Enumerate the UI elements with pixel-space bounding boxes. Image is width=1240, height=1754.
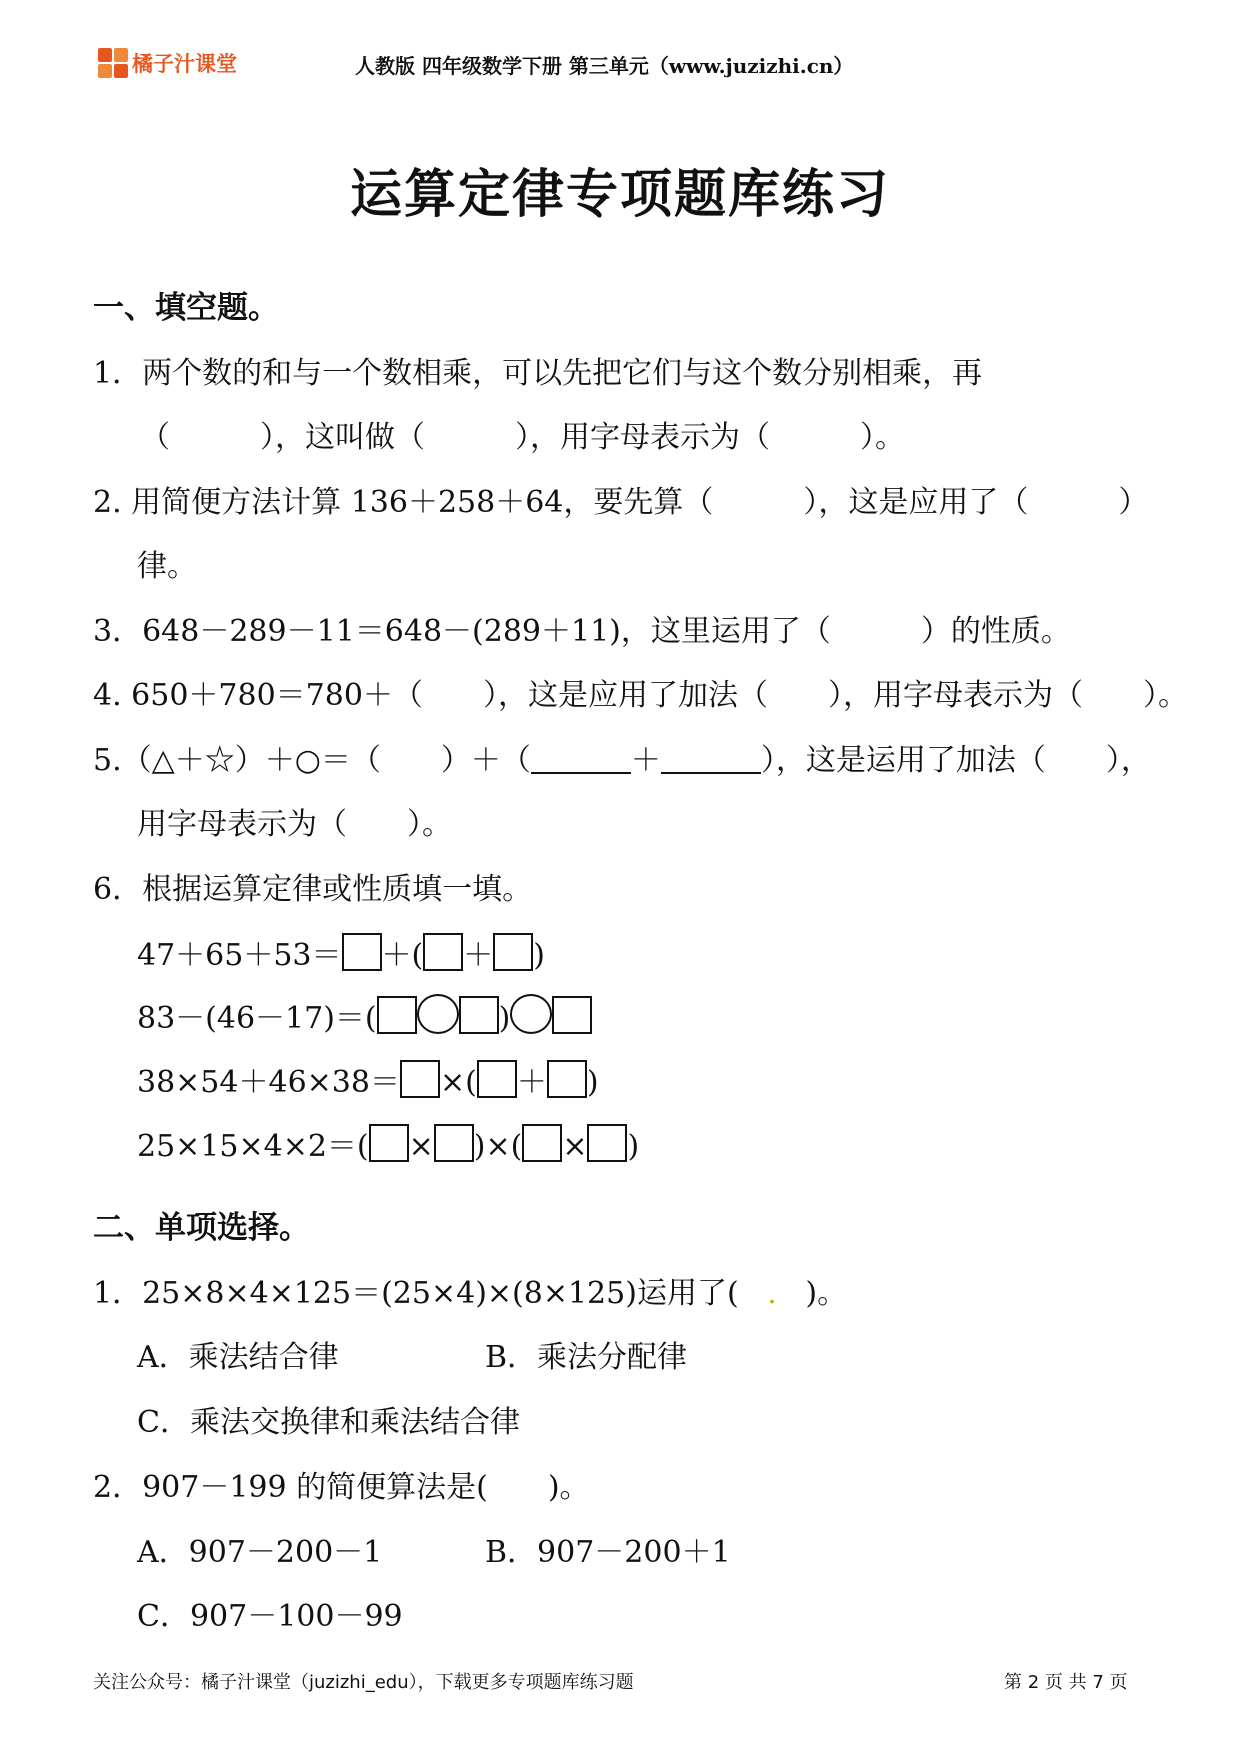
expr3-end: ) [586,1065,599,1100]
operator-circle[interactable] [417,994,459,1034]
answer-box[interactable] [477,1060,517,1098]
mc-q1-stem [93,1268,847,1312]
q5-line1 [93,735,1151,779]
expr3-lhs: 38×54＋46×38＝ [137,1065,400,1100]
expr1-end: ) [533,938,545,973]
expr4-op1: × [408,1129,434,1164]
q2-line2: 律。 [137,549,197,584]
q5-line2: 用字母表示为（ ）。 [137,807,452,842]
mc-q2-option-a[interactable]: A．907－200－1 [137,1535,383,1570]
answer-box[interactable] [459,996,499,1034]
answer-box[interactable] [547,1060,587,1098]
answer-box[interactable] [423,933,463,971]
q6-expression-3 [137,1057,599,1101]
expr4-mid: )×( [473,1129,523,1164]
brand-logo [98,48,237,78]
q1-line2: （ ），这叫做（ ），用字母表示为（ ）。 [140,420,905,455]
q5-part1: 5.（△＋☆）＋○＝（ ）＋（ [93,743,531,778]
mc-q1-option-b[interactable]: B．乘法分配律 [485,1340,688,1375]
mc-q1-option-c[interactable]: C．乘法交换律和乘法结合律 [137,1405,520,1440]
answer-box[interactable] [493,933,533,971]
section-heading-choice: 二、单项选择。 [93,1210,310,1246]
answer-box[interactable] [522,1124,562,1162]
q6-expression-1 [137,930,545,974]
q6-expression-4 [137,1121,639,1165]
section-heading-fill-in: 一、填空题。 [93,290,279,326]
answer-box[interactable] [552,996,592,1034]
q1-line1: 1．两个数的和与一个数相乘，可以先把它们与这个数分别相乘，再 [93,356,983,391]
brand-grid-icon [98,48,128,78]
mc-q2-option-c[interactable]: C．907－100－99 [137,1599,403,1634]
expr3-op2: ＋ [516,1065,547,1100]
answer-box[interactable] [342,933,382,971]
expr2-end: ) [498,1001,511,1036]
footer-promo: 关注公众号：橘子汁课堂（juzizhi_edu），下载更多专项题库练习题 [93,1672,634,1693]
q6-expression-2 [137,993,592,1037]
mc-q2-option-b[interactable]: B．907－200＋1 [485,1535,731,1570]
answer-box[interactable] [587,1124,627,1162]
page-number: 第 2 页 共 7 页 [1004,1672,1128,1693]
document-title: 运算定律专项题库练习 [349,164,890,225]
mc-q1-text: 1．25×8×4×125＝(25×4)×(8×125)运用了( [93,1276,739,1311]
q5-plus: ＋ [630,743,661,778]
expr1-lhs: 47＋65＋53＝ [137,938,342,973]
expr1-op2: ＋ [463,938,494,973]
answer-box[interactable] [369,1124,409,1162]
q5-part2: ），这是运用了加法（ ）， [760,743,1151,778]
q6-heading: 6．根据运算定律或性质填一填。 [93,872,533,907]
q4: 4. 650＋780＝780＋（ ），这是应用了加法（ ），用字母表示为（ ）。 [93,678,1188,713]
operator-circle[interactable] [510,994,552,1034]
answer-box[interactable] [377,996,417,1034]
expr4-lhs: 25×15×4×2＝( [137,1129,369,1164]
mc-q2-stem: 2．907－199 的简便算法是( )。 [93,1470,590,1505]
answer-box[interactable] [400,1060,440,1098]
q5-blank-2[interactable] [661,748,761,774]
header-title: 人教版 四年级数学下册 第三单元（www.juzizhi.cn） [355,54,854,78]
expr3-op1: ×( [439,1065,477,1100]
q2-line1: 2. 用简便方法计算 136＋258＋64，要先算（ ），这是应用了（ ） [93,485,1149,520]
q5-blank-1[interactable] [531,748,631,774]
expr2-lhs: 83－(46－17)＝( [137,1001,377,1036]
expr1-op1: ＋( [381,938,424,973]
expr4-op2: × [562,1129,588,1164]
mc-q1-end: )。 [805,1276,848,1311]
answer-box[interactable] [434,1124,474,1162]
mc-q1-option-a[interactable]: A．乘法结合律 [137,1340,339,1375]
expr4-end: ) [627,1129,640,1164]
mc-q1-dot: . [767,1276,777,1311]
brand-name: 橘子汁课堂 [132,52,237,76]
q3: 3．648－289－11＝648－(289＋11)，这里运用了（ ）的性质。 [93,614,1071,649]
